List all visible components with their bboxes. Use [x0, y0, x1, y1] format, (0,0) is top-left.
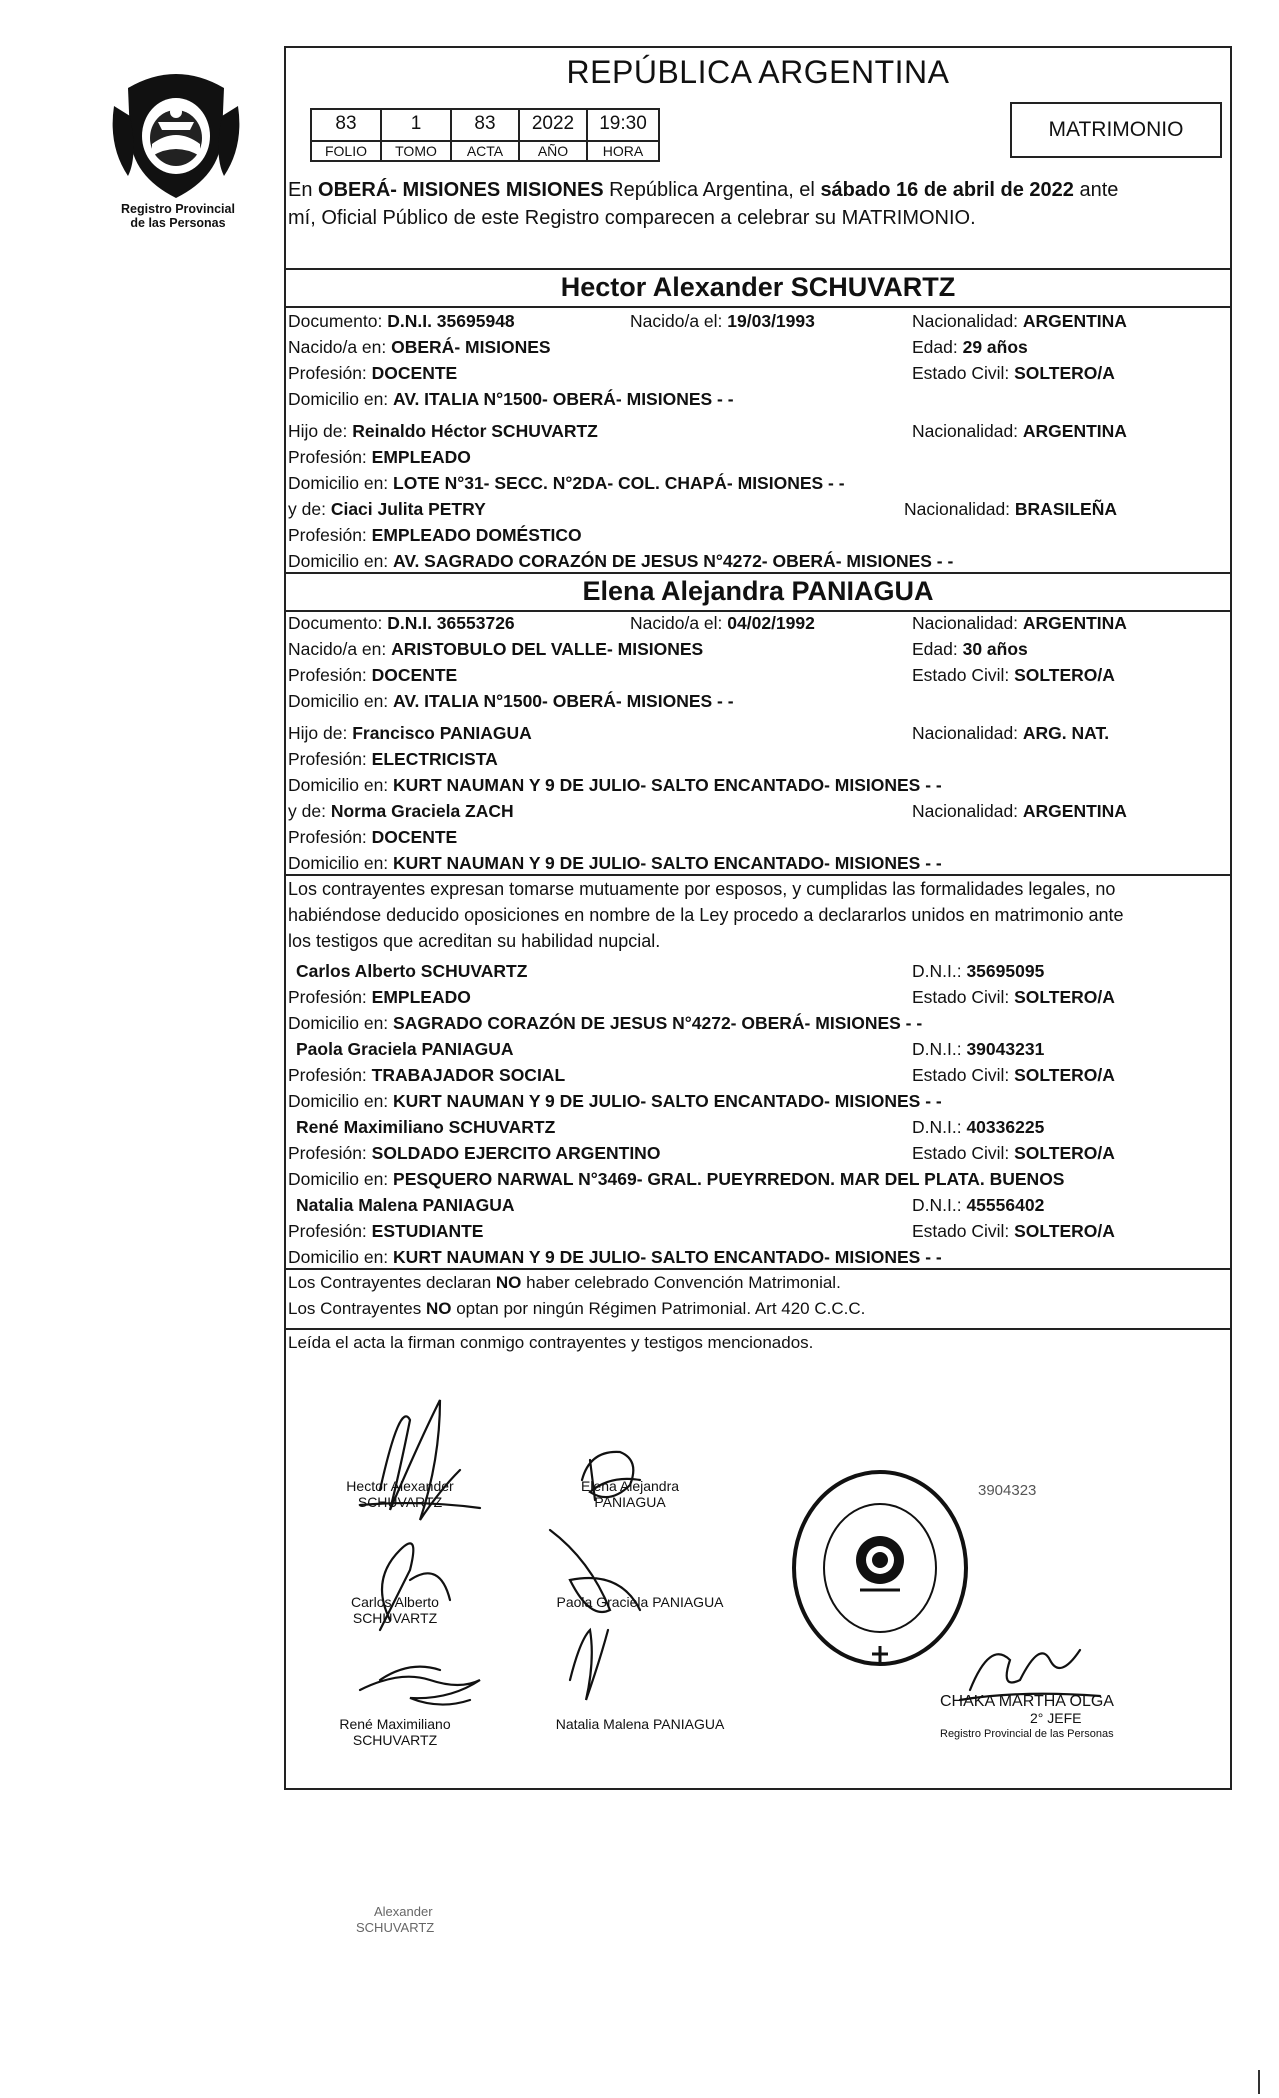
label: Profesión:: [288, 447, 372, 467]
label: Profesión:: [288, 987, 372, 1007]
sig-line: René Maximiliano: [339, 1716, 451, 1732]
bleed-through-text: [356, 1904, 434, 1936]
value: SAGRADO CORAZÓN DE JESUS N°4272- OBERÁ- MISIONES - -: [393, 1013, 923, 1033]
label: D.N.I.:: [912, 1039, 967, 1059]
closing-text: Leída el acta la firman conmigo contrayentes y testigos mencionados.: [288, 1333, 814, 1352]
sig-bride-label: [560, 1478, 700, 1510]
label: Estado Civil:: [912, 1143, 1015, 1163]
value: 30 años: [962, 639, 1028, 659]
label: Nacido/a en:: [288, 337, 392, 357]
value: ARGENTINA: [1022, 311, 1127, 331]
bride-age: [912, 638, 1028, 660]
label: Edad:: [912, 639, 963, 659]
label: Domicilio en:: [288, 691, 394, 711]
sig-witness1-label: [320, 1594, 470, 1626]
label: Domicilio en:: [288, 1091, 394, 1111]
value: SOLDADO EJERCITO ARGENTINO: [371, 1143, 661, 1163]
label: Estado Civil:: [912, 987, 1015, 1007]
text: optan por ningún Régimen Patrimonial. Art 420 C.C.C.: [451, 1299, 866, 1318]
intro-a: En: [288, 179, 319, 201]
divider: [284, 572, 1232, 574]
witness2-dni: [912, 1038, 1044, 1060]
value: SOLTERO/A: [1014, 1143, 1115, 1163]
sig-witness3-label: [320, 1716, 470, 1748]
groom-mother-dom: [288, 550, 953, 572]
logo-caption: [100, 202, 256, 230]
groom-age: [912, 336, 1028, 358]
value: 19/03/1993: [727, 311, 815, 331]
value: SOLTERO/A: [1014, 363, 1115, 383]
value: Reinaldo Héctor SCHUVARTZ: [352, 421, 598, 441]
value: EMPLEADO: [371, 987, 471, 1007]
logo-caption-line2: de las Personas: [130, 216, 226, 230]
value: OBERÁ- MISIONES: [391, 337, 551, 357]
groom-father-dom: [288, 472, 845, 494]
value: SOLTERO/A: [1014, 1221, 1115, 1241]
bleed-line: SCHUVARTZ: [356, 1920, 435, 1935]
bleed-line: Alexander: [374, 1904, 433, 1919]
value: D.N.I. 36553726: [387, 613, 515, 633]
witness3-name: René Maximiliano SCHUVARTZ: [296, 1117, 556, 1137]
value: PESQUERO NARWAL N°3469- GRAL. PUEYRREDON. MAR DEL PLATA. BUENOS: [393, 1169, 1065, 1189]
official-office: Registro Provincial de las Personas: [940, 1728, 1114, 1740]
witness2-civil: [912, 1064, 1115, 1086]
label: Nacionalidad:: [912, 311, 1023, 331]
label: Edad:: [912, 337, 963, 357]
doc-type-box: MATRIMONIO: [1010, 102, 1222, 158]
witness4-name: Natalia Malena PANIAGUA: [296, 1195, 515, 1215]
witness1-civil: [912, 986, 1115, 1008]
witness4-prof: [288, 1220, 483, 1242]
label: Profesión:: [288, 1065, 372, 1085]
page-title: REPÚBLICA ARGENTINA: [566, 54, 950, 90]
emphasis: NO: [495, 1273, 522, 1292]
intro-c: República Argentina, el: [603, 179, 821, 201]
value: SOLTERO/A: [1014, 665, 1115, 685]
convention-line1: [288, 1270, 1228, 1296]
bride-mother: [288, 800, 514, 822]
groom-dom: [288, 388, 734, 410]
label: Profesión:: [288, 827, 372, 847]
witness2-prof: [288, 1064, 565, 1086]
witness1-name: Carlos Alberto SCHUVARTZ: [296, 961, 528, 981]
witness2-name: Paola Graciela PANIAGUA: [296, 1039, 514, 1059]
label: Documento:: [288, 311, 388, 331]
label: Profesión:: [288, 363, 372, 383]
sig-line: SCHUVARTZ: [352, 1610, 438, 1626]
value: ARGENTINA: [1022, 613, 1127, 633]
witness4-civil: [912, 1220, 1115, 1242]
label: Estado Civil:: [912, 1221, 1015, 1241]
groom-mother-nat: [904, 498, 1117, 520]
value: 04/02/1992: [727, 613, 815, 633]
label: Domicilio en:: [288, 1247, 394, 1267]
label: D.N.I.:: [912, 961, 967, 981]
groom-doc: [288, 310, 515, 332]
value: 39043231: [966, 1039, 1045, 1059]
label: Domicilio en:: [288, 473, 394, 493]
intro-place: OBERÁ- MISIONES MISIONES: [318, 179, 604, 201]
value: SOLTERO/A: [1014, 987, 1115, 1007]
witness1-dom: [288, 1012, 922, 1034]
tomo-value: 1: [380, 108, 452, 140]
value: 45556402: [966, 1195, 1045, 1215]
intro-line1: [288, 176, 1228, 204]
emphasis: NO: [425, 1299, 452, 1318]
conventions: [288, 1270, 1228, 1322]
value: 29 años: [962, 337, 1028, 357]
label: Nacionalidad:: [912, 613, 1023, 633]
label: Nacionalidad:: [912, 723, 1023, 743]
label: Nacionalidad:: [904, 499, 1015, 519]
groom-born-in: [288, 336, 551, 358]
groom-mother: [288, 498, 486, 520]
value: EMPLEADO: [371, 447, 471, 467]
acta-value: 83: [450, 108, 520, 140]
official-seal: [790, 1468, 970, 1668]
groom-father-nat: [912, 420, 1127, 442]
label: Domicilio en:: [288, 1169, 394, 1189]
bride-mother-dom: [288, 852, 942, 874]
sig-groom-label: [330, 1478, 470, 1510]
label: Profesión:: [288, 1221, 372, 1241]
bride-father-nat: [912, 722, 1109, 744]
official-role: 2° JEFE: [1030, 1710, 1082, 1726]
bride-name: Elena Alejandra PANIAGUA: [582, 576, 934, 606]
bride-father: [288, 722, 532, 744]
divider: [284, 306, 1232, 308]
value: TRABAJADOR SOCIAL: [371, 1065, 566, 1085]
label: Estado Civil:: [912, 665, 1015, 685]
bride-born: [630, 612, 815, 634]
label: Nacido/a el:: [630, 613, 728, 633]
witness3-dni: [912, 1116, 1044, 1138]
groom-prof: [288, 362, 457, 384]
value: DOCENTE: [371, 363, 458, 383]
province-shield-icon: [108, 66, 244, 206]
value: ARGENTINA: [1022, 801, 1127, 821]
value: EMPLEADO DOMÉSTICO: [371, 525, 582, 545]
label: Hijo de:: [288, 421, 353, 441]
label: Documento:: [288, 613, 388, 633]
value: ESTUDIANTE: [371, 1221, 484, 1241]
official-label: [940, 1694, 1180, 1742]
intro-line2: mí, Oficial Público de este Registro comparecen a celebrar su MATRIMONIO.: [288, 207, 976, 229]
witness3-dom: [288, 1168, 1064, 1190]
label: Nacionalidad:: [912, 801, 1023, 821]
label: Domicilio en:: [288, 389, 394, 409]
value: ARISTOBULO DEL VALLE- MISIONES: [391, 639, 704, 659]
value: KURT NAUMAN Y 9 DE JULIO- SALTO ENCANTADO- MISIONES - -: [393, 1247, 942, 1267]
groom-father-prof: [288, 446, 471, 468]
sig-line: PANIAGUA: [594, 1494, 666, 1510]
label: Domicilio en:: [288, 775, 394, 795]
value: D.N.I. 35695948: [387, 311, 515, 331]
sig-line: SCHUVARTZ: [357, 1494, 443, 1510]
hora-value: 19:30: [586, 108, 660, 140]
witness2-dom: [288, 1090, 942, 1112]
value: SOLTERO/A: [1014, 1065, 1115, 1085]
anio-label: AÑO: [518, 140, 588, 162]
label: Nacionalidad:: [912, 421, 1023, 441]
sig-witness2-label: Paola Graciela PANIAGUA: [556, 1594, 724, 1610]
bride-dom: [288, 690, 734, 712]
text: Los Contrayentes declaran: [288, 1273, 496, 1292]
official-seal-stamp-icon: [790, 1468, 970, 1668]
anio-value: 2022: [518, 108, 588, 140]
sig-line: Carlos Alberto: [351, 1594, 439, 1610]
value: AV. ITALIA N°1500- OBERÁ- MISIONES - -: [393, 389, 734, 409]
value: ELECTRICISTA: [371, 749, 498, 769]
label: y de:: [288, 499, 331, 519]
value: KURT NAUMAN Y 9 DE JULIO- SALTO ENCANTADO- MISIONES - -: [393, 775, 942, 795]
value: 35695095: [966, 961, 1045, 981]
intro-date: sábado 16 de abril de 2022: [820, 179, 1074, 201]
groom-civil: [912, 362, 1115, 384]
value: DOCENTE: [371, 665, 458, 685]
label: Domicilio en:: [288, 853, 394, 873]
sig-line: Hector Alexander: [346, 1478, 454, 1494]
bride-nat: [912, 612, 1127, 634]
declaration: [288, 876, 1228, 954]
sig-line: Elena Alejandra: [580, 1478, 680, 1494]
declaration-line3: los testigos que acreditan su habilidad nupcial.: [288, 931, 661, 951]
value: DOCENTE: [371, 827, 458, 847]
value: 40336225: [966, 1117, 1045, 1137]
groom-father: [288, 420, 598, 442]
divider: [284, 268, 1232, 270]
bride-mother-prof: [288, 826, 457, 848]
witness4-dni: [912, 1194, 1044, 1216]
sig-line: SCHUVARTZ: [352, 1732, 438, 1748]
logo-caption-line1: Registro Provincial: [121, 202, 235, 216]
bride-civil: [912, 664, 1115, 686]
label: Profesión:: [288, 749, 372, 769]
witness4-dom: [288, 1246, 942, 1268]
label: Profesión:: [288, 1143, 372, 1163]
value: LOTE N°31- SECC. N°2DA- COL. CHAPÁ- MISIONES - -: [393, 473, 845, 493]
text: Los Contrayentes: [288, 1299, 426, 1318]
label: Domicilio en:: [288, 1013, 394, 1033]
bride-mother-nat: [912, 800, 1127, 822]
value: KURT NAUMAN Y 9 DE JULIO- SALTO ENCANTADO- MISIONES - -: [393, 853, 942, 873]
bride-prof: [288, 664, 457, 686]
bride-born-in: [288, 638, 703, 660]
label: Hijo de:: [288, 723, 353, 743]
witness3-prof: [288, 1142, 660, 1164]
bleed-through-number: 3904323: [978, 1482, 1037, 1499]
convention-line2: [288, 1296, 1228, 1322]
value: KURT NAUMAN Y 9 DE JULIO- SALTO ENCANTADO- MISIONES - -: [393, 1091, 942, 1111]
groom-mother-prof: [288, 524, 582, 546]
declaration-line1: Los contrayentes expresan tomarse mutuamente por esposos, y cumplidas las formalidades legales, no: [288, 879, 1116, 899]
witness1-prof: [288, 986, 471, 1008]
value: Francisco PANIAGUA: [352, 723, 532, 743]
intro-e: ante: [1073, 179, 1119, 201]
hora-label: HORA: [586, 140, 660, 162]
value: Ciaci Julita PETRY: [330, 499, 486, 519]
scan-edge-mark: [1258, 2070, 1260, 2094]
bride-father-prof: [288, 748, 498, 770]
groom-nat: [912, 310, 1127, 332]
bride-doc: [288, 612, 515, 634]
label: D.N.I.:: [912, 1195, 967, 1215]
witness3-civil: [912, 1142, 1115, 1164]
label: Estado Civil:: [912, 363, 1015, 383]
value: AV. ITALIA N°1500- OBERÁ- MISIONES - -: [393, 691, 734, 711]
intro-text: [288, 176, 1228, 232]
folio-value: 83: [310, 108, 382, 140]
bride-father-dom: [288, 774, 942, 796]
label: Nacido/a el:: [630, 311, 728, 331]
label: y de:: [288, 801, 331, 821]
label: Profesión:: [288, 665, 372, 685]
official-name: CHAKA MARTHA OLGA: [940, 1693, 1114, 1710]
folio-label: FOLIO: [310, 140, 382, 162]
label: Profesión:: [288, 525, 372, 545]
value: Norma Graciela ZACH: [330, 801, 514, 821]
label: Domicilio en:: [288, 551, 394, 571]
label: Estado Civil:: [912, 1065, 1015, 1085]
value: ARG. NAT.: [1022, 723, 1110, 743]
label: Nacido/a en:: [288, 639, 392, 659]
sig-witness4-label: Natalia Malena PANIAGUA: [555, 1716, 725, 1732]
acta-label: ACTA: [450, 140, 520, 162]
witness1-dni: [912, 960, 1044, 982]
groom-born: [630, 310, 815, 332]
tomo-label: TOMO: [380, 140, 452, 162]
value: ARGENTINA: [1022, 421, 1127, 441]
value: BRASILEÑA: [1014, 499, 1117, 519]
province-logo: [108, 66, 244, 206]
groom-name: Hector Alexander SCHUVARTZ: [560, 272, 956, 302]
text: haber celebrado Convención Matrimonial.: [521, 1273, 841, 1292]
declaration-line2: habiéndose deducido oposiciones en nombre de la Ley procedo a declararlos unidos en matrimonio ante: [288, 905, 1124, 925]
label: D.N.I.:: [912, 1117, 967, 1137]
value: AV. SAGRADO CORAZÓN DE JESUS N°4272- OBERÁ- MISIONES - -: [393, 551, 954, 571]
